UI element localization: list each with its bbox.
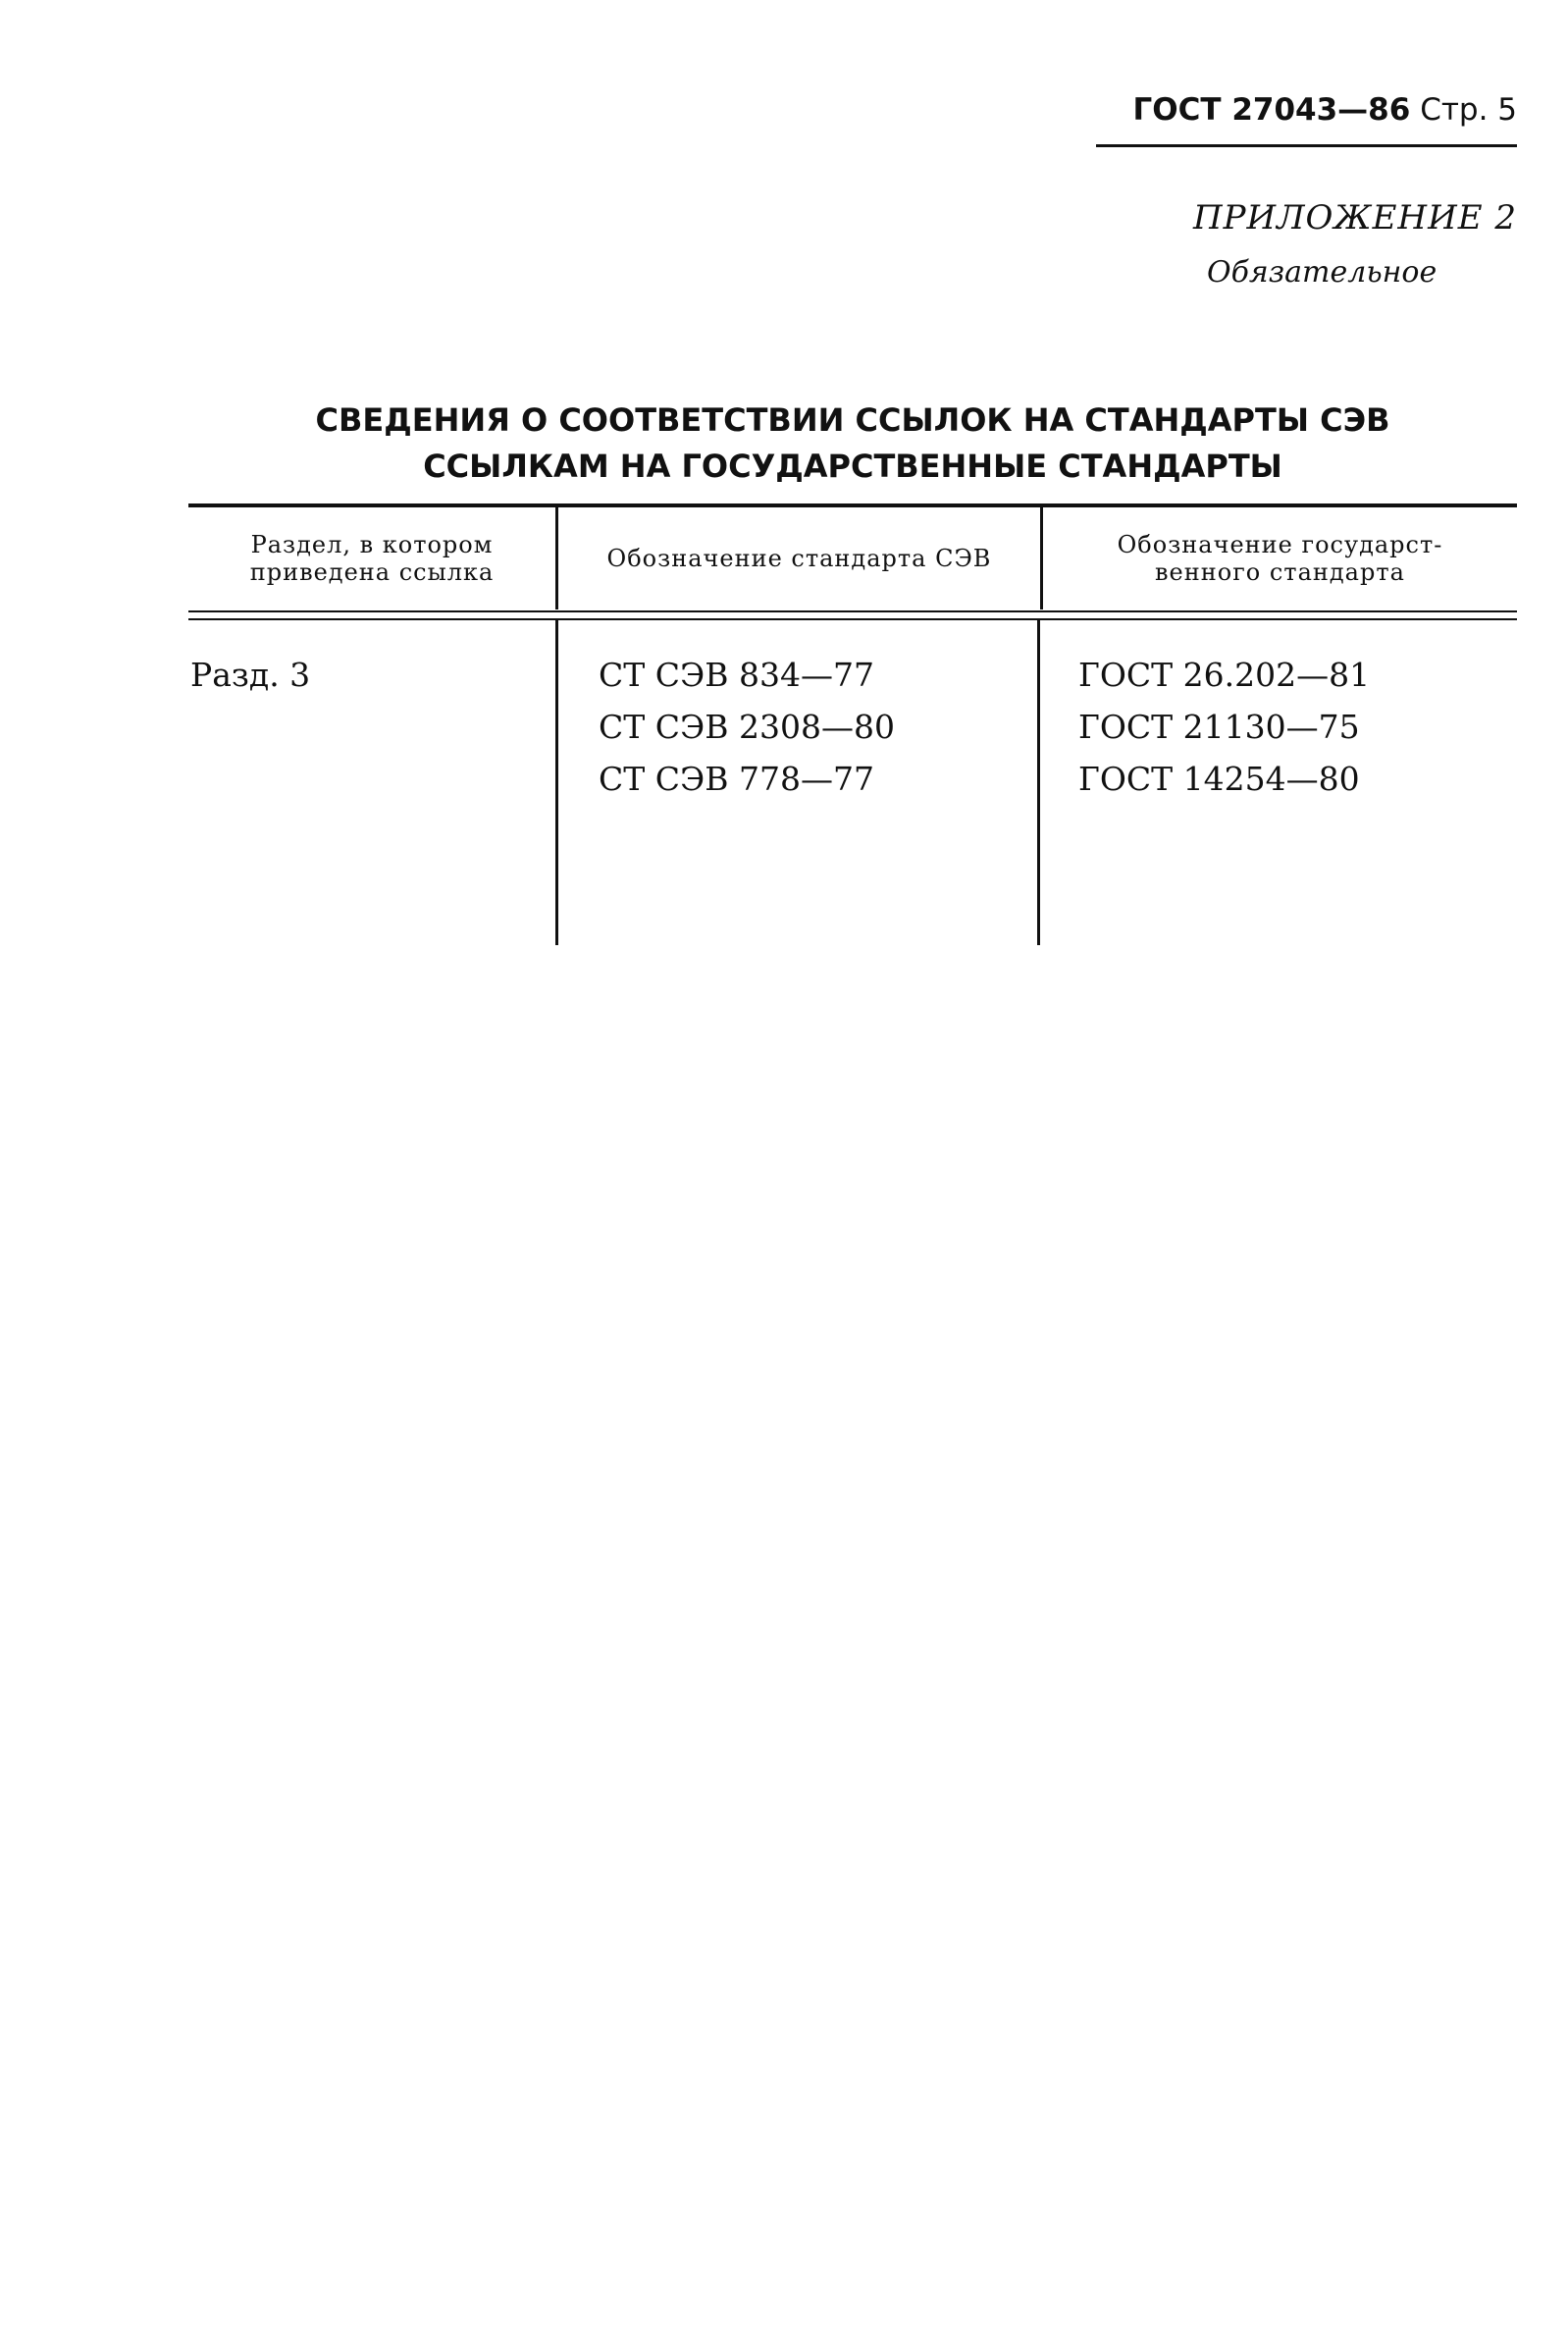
page-number: Стр. 5 [1420, 92, 1517, 128]
column-header-gost-standard-line-1: Обозначение государст- [1117, 531, 1443, 558]
appendix-status: Обязательное [1207, 255, 1437, 290]
gost-standard-item: ГОСТ 14254—80 [1078, 760, 1360, 798]
sev-standard-item: СТ СЭВ 834—77 [599, 656, 874, 694]
column-header-gost-standard [1043, 507, 1517, 609]
header-double-rule-upper [188, 610, 1517, 612]
column-header-sev-standard-label: Обозначение стандарта СЭВ [606, 545, 992, 572]
sev-standard-item: СТ СЭВ 778—77 [599, 760, 874, 798]
column-header-section [188, 507, 555, 609]
column-header-section-line-2: приведена ссылка [249, 558, 495, 586]
table-cell-sev-standards [599, 649, 895, 805]
document-id: ГОСТ 27043—86 [1132, 92, 1411, 128]
sev-standard-item: СТ СЭВ 2308—80 [599, 708, 895, 746]
running-header [1133, 90, 1517, 130]
column-header-section-line-1: Раздел, в котором [250, 531, 494, 558]
table-title-line-1: СВЕДЕНИЯ О СООТВЕТСТВИИ ССЫЛОК НА СТАНДАРТЫ СЭВ [315, 401, 1390, 439]
header-rule [1096, 144, 1517, 147]
column-header-sev-standard [558, 507, 1040, 609]
table-title-line-2: ССЫЛКАМ НА ГОСУДАРСТВЕННЫЕ СТАНДАРТЫ [423, 448, 1282, 485]
column-header-gost-standard-line-2: венного стандарта [1155, 558, 1405, 586]
table-cell-gost-standards [1078, 649, 1370, 805]
column-divider [1037, 620, 1040, 945]
appendix-title: ПРИЛОЖЕНИЕ 2 [1192, 198, 1517, 238]
column-divider [555, 620, 558, 945]
table-cell-section: Разд. 3 [190, 656, 311, 694]
gost-standard-item: ГОСТ 21130—75 [1078, 708, 1360, 746]
table-title [188, 397, 1517, 490]
header-double-rule-lower [188, 618, 1517, 620]
gost-standard-item: ГОСТ 26.202—81 [1078, 656, 1371, 694]
